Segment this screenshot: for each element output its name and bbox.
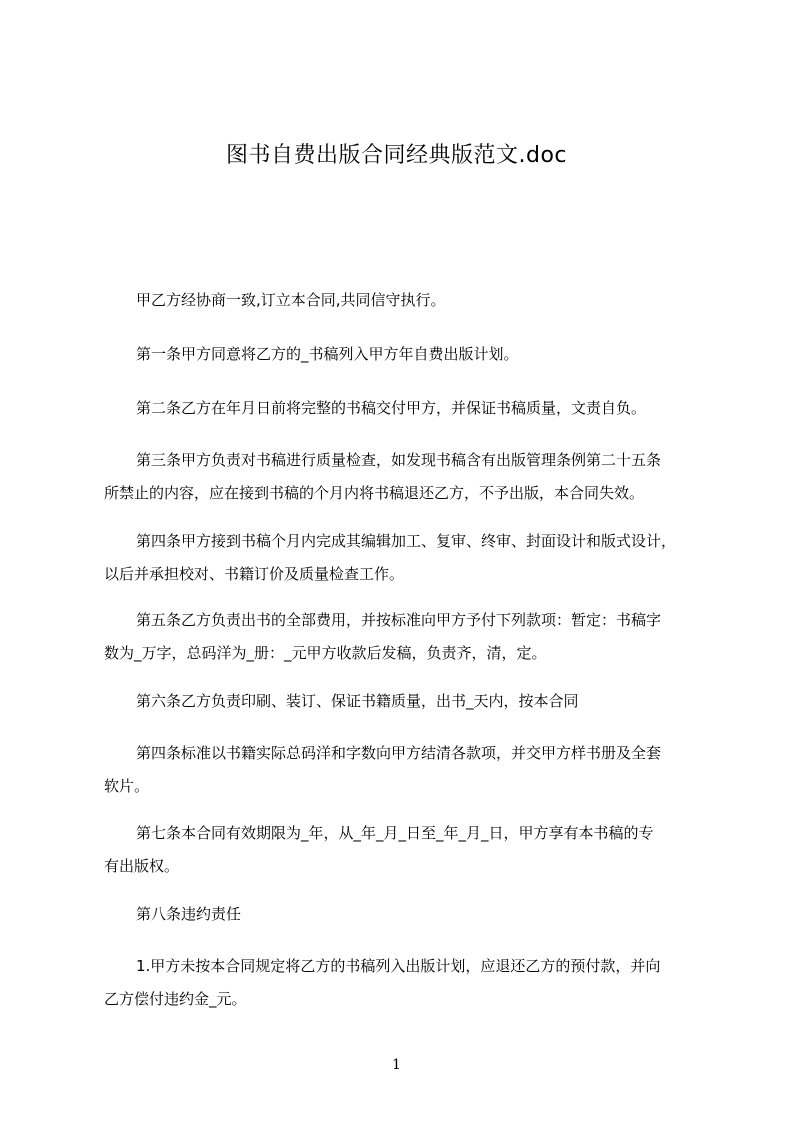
paragraph-clause-1 <box>104 950 704 1016</box>
paragraph-article-1 <box>104 338 704 371</box>
paragraph-line: 第七条本合同有效期限为_年，从_年_月_日至_年_月_日，甲方享有本书稿的专 <box>136 824 654 842</box>
paragraph-line: 第一条甲方同意将乙方的_书稿列入甲方年自费出版计划。 <box>136 345 519 363</box>
paragraph-article-2 <box>104 392 704 425</box>
paragraph-line: 甲乙方经协商一致,订立本合同,共同信守执行。 <box>136 291 446 309</box>
document-title: 图书自费出版合同经典版范文.doc <box>225 143 567 168</box>
paragraph-line: 以后并承担校对、书籍订价及质量检查工作。 <box>104 565 405 583</box>
paragraph-line: 第八条违约责任 <box>136 905 242 923</box>
paragraph-line: 乙方偿付违约金_元。 <box>104 990 247 1008</box>
paragraph-line: 第三条甲方负责对书稿进行质量检查，如发现书稿含有出版管理条例第二十五条 <box>136 451 662 469</box>
paragraph-line: 第五条乙方负责出书的全部费用，并按标准向甲方予付下列款项：暂定：书稿字 <box>136 611 662 629</box>
paragraph-article-8 <box>104 898 704 931</box>
paragraph-line: 数为_万字，总码洋为_册：_元甲方收款后发稿，负责齐，清，定。 <box>104 644 547 662</box>
paragraph-article-4-continued <box>104 737 704 803</box>
paragraph-article-7 <box>104 817 704 883</box>
page-number: 1 <box>392 1057 401 1073</box>
paragraph-line: 第四条标准以书籍实际总码洋和字数向甲方结清各款项，并交甲方样书册及全套 <box>136 744 662 762</box>
paragraph-line: 第二条乙方在年月日前将完整的书稿交付甲方，并保证书稿质量，文责自负。 <box>136 399 647 417</box>
paragraph-line: 有出版权。 <box>104 857 180 875</box>
paragraph-line: 第四条甲方接到书稿个月内完成其编辑加工、复审、终审、封面设计和版式设计， <box>136 532 677 550</box>
paragraph-line: 所禁止的内容，应在接到书稿的个月内将书稿退还乙方，不予出版，本合同失效。 <box>104 484 645 502</box>
paragraph-article-6 <box>104 685 704 718</box>
paragraph-line: 软片。 <box>104 777 150 795</box>
paragraph-article-4 <box>104 525 704 591</box>
paragraph-line: 1.甲方未按本合同规定将乙方的书稿列入出版计划，应退还乙方的预付款，并向 <box>136 957 661 975</box>
paragraph-article-3 <box>104 444 704 510</box>
paragraph-preamble <box>104 284 704 317</box>
paragraph-article-5 <box>104 604 704 670</box>
paragraph-line: 第六条乙方负责印刷、装订、保证书籍质量，出书_天内，按本合同 <box>136 692 579 710</box>
